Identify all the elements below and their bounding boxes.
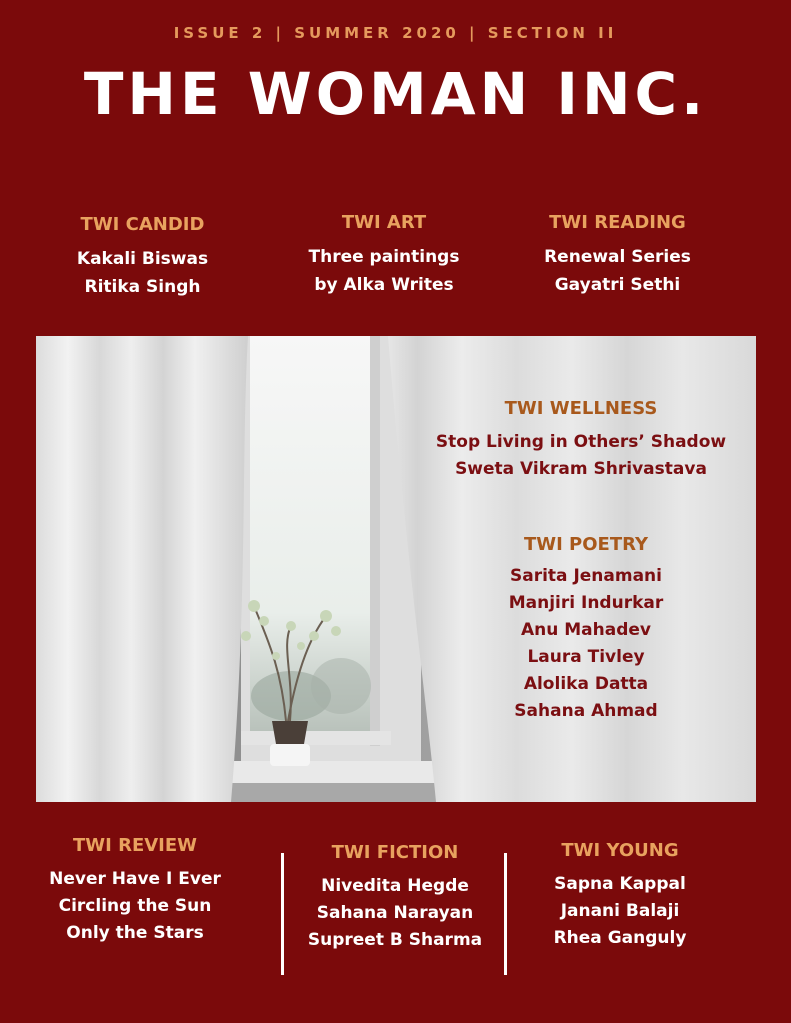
section-line: Nivedita Hegde: [321, 876, 469, 896]
section-line: Anu Mahadev: [520, 620, 652, 640]
section-twi-art: [290, 212, 478, 299]
magazine-title: THE WOMAN INC.: [83, 60, 708, 128]
section-line: Sapna Kappal: [554, 874, 686, 894]
section-line: Janani Balaji: [560, 901, 680, 921]
section-heading: TWI POETRY: [523, 534, 649, 555]
section-line: Renewal Series: [544, 247, 691, 267]
section-line: by Alka Writes: [314, 275, 454, 295]
section-heading: TWI ART: [341, 212, 427, 233]
section-heading: TWI YOUNG: [561, 840, 679, 861]
section-line: Ritika Singh: [84, 277, 201, 297]
section-line: Circling the Sun: [58, 896, 212, 916]
section-twi-wellness: [416, 398, 746, 483]
section-line: Stop Living in Others’ Shadow: [435, 432, 727, 452]
section-twi-poetry: [476, 534, 696, 725]
section-line: Sahana Ahmad: [514, 701, 658, 721]
section-line: Alolika Datta: [523, 674, 649, 694]
section-line: Gayatri Sethi: [554, 275, 681, 295]
section-twi-reading: [520, 212, 715, 299]
issue-line: ISSUE 2 | SUMMER 2020 | SECTION II: [173, 24, 618, 42]
section-line: Laura Tivley: [527, 647, 645, 667]
section-line: Manjiri Indurkar: [508, 593, 664, 613]
section-twi-fiction: [295, 842, 495, 954]
section-line: Never Have I Ever: [49, 869, 221, 889]
section-twi-review: [30, 835, 240, 947]
section-line: Kakali Biswas: [76, 249, 209, 269]
section-heading: TWI CANDID: [80, 214, 205, 235]
column-divider: [504, 853, 507, 975]
section-heading: TWI WELLNESS: [504, 398, 658, 419]
section-line: Rhea Ganguly: [553, 928, 687, 948]
window-curtain-photo: [36, 336, 756, 802]
section-twi-young: [520, 840, 720, 952]
section-line: Supreet B Sharma: [307, 930, 483, 950]
section-heading: TWI FICTION: [331, 842, 459, 863]
section-heading: TWI READING: [549, 212, 686, 233]
section-heading: TWI REVIEW: [72, 835, 198, 856]
section-line: Sarita Jenamani: [510, 566, 662, 586]
column-divider: [281, 853, 284, 975]
section-line: Three paintings: [308, 247, 460, 267]
section-line: Sahana Narayan: [316, 903, 474, 923]
section-line: Sweta Vikram Shrivastava: [455, 459, 707, 479]
section-twi-candid: [50, 214, 235, 301]
section-line: Only the Stars: [66, 923, 204, 943]
